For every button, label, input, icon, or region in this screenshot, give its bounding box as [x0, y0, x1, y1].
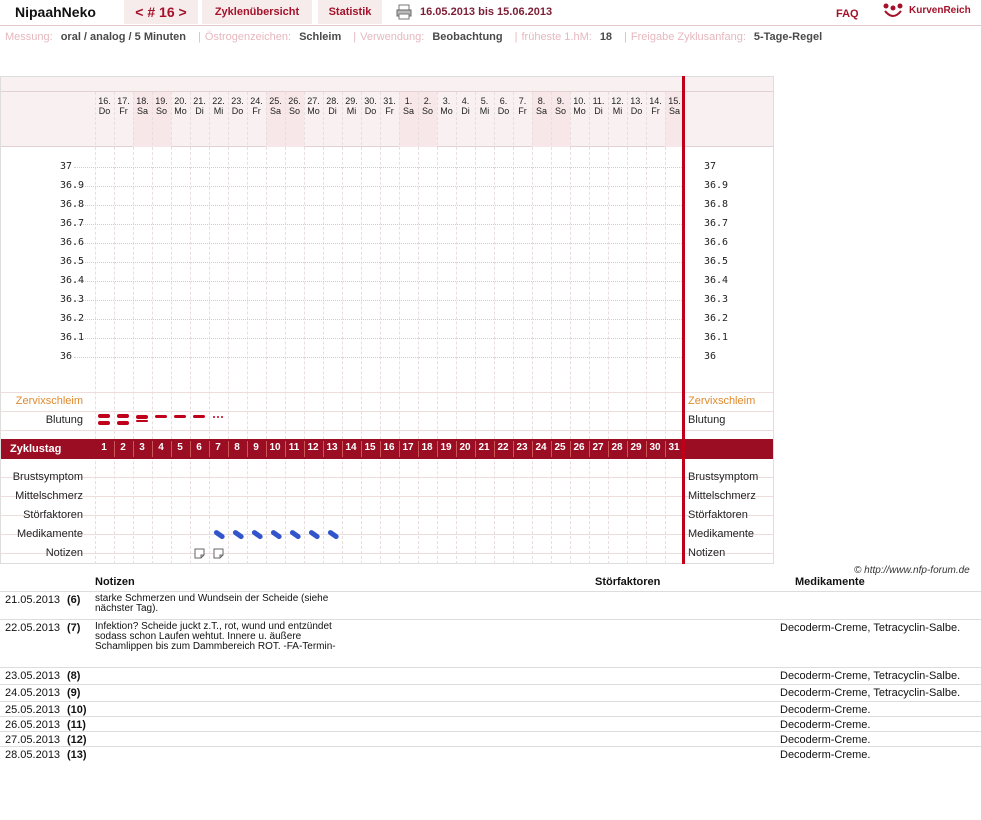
temp-axis-label-right: 36.7	[704, 218, 729, 229]
cycle-day-separator	[361, 441, 362, 457]
cycle-day-separator	[570, 441, 571, 457]
current-day-marker	[682, 76, 685, 564]
bleeding-light-mark	[155, 415, 167, 418]
temp-axis-label-right: 36.5	[704, 256, 729, 267]
row-divider	[1, 411, 773, 412]
cycle-day-separator	[494, 441, 495, 457]
month-row-divider	[1, 91, 773, 92]
date-label: 22.	[212, 96, 225, 106]
cycle-day-separator	[627, 441, 628, 457]
cycle-day-number: 4	[158, 442, 164, 453]
info-label: Verwendung:	[360, 31, 425, 43]
cycle-day-number: 17	[402, 442, 414, 453]
grid-vline	[589, 92, 590, 564]
symptom-row-label: Störfaktoren	[23, 509, 83, 521]
cycle-day-band	[1, 439, 773, 459]
weekday-label: Sa	[136, 106, 148, 116]
grid-vline	[646, 92, 647, 564]
cycle-day-number: 18	[421, 442, 433, 453]
faq-link[interactable]: FAQ	[836, 8, 859, 20]
info-separator: |	[624, 31, 627, 43]
date-label: 6.	[499, 96, 508, 106]
username: NipaahNeko	[0, 0, 120, 24]
grid-vline	[190, 92, 191, 564]
date-label: 7.	[518, 96, 527, 106]
note-icon[interactable]	[194, 548, 205, 559]
date-label: 26.	[288, 96, 301, 106]
date-label: 21.	[193, 96, 206, 106]
cycle-day-label: Zyklustag	[10, 443, 62, 455]
cycle-day-separator	[133, 441, 134, 457]
weekday-label: Mo	[440, 106, 453, 116]
weekday-label: So	[155, 106, 167, 116]
grid-vline	[532, 92, 533, 564]
medication-header: Medikamente	[795, 576, 865, 588]
grid-vline	[133, 92, 134, 564]
temp-axis-label-right: 36.2	[704, 313, 729, 324]
cycle-day-number: 14	[345, 442, 357, 453]
weekday-label: So	[554, 106, 566, 116]
temp-gridline	[74, 224, 682, 225]
date-label: 8.	[537, 96, 546, 106]
weekday-label: Mi	[479, 106, 490, 116]
weekday-label: So	[421, 106, 433, 116]
weekday-label: Di	[594, 106, 603, 116]
spotting-dot	[213, 416, 215, 418]
weekday-label: Do	[630, 106, 643, 116]
weekday-label: Mo	[573, 106, 586, 116]
cycle-day-number: 3	[139, 442, 145, 453]
cycle-day-number: 7	[215, 442, 221, 453]
bleeding-heavy-mark	[117, 414, 129, 418]
grid-vline	[209, 92, 210, 564]
grid-vline	[418, 92, 419, 564]
grid-vline	[665, 92, 666, 564]
note-date: 27.05.2013	[5, 734, 61, 746]
kurvenreich-logo-text: KurvenReich	[909, 5, 971, 16]
cycle-day-separator	[456, 441, 457, 457]
temp-axis-label-right: 36.1	[704, 332, 729, 343]
cycle-day-number: 27	[592, 442, 604, 453]
grid-vline	[228, 92, 229, 564]
cycle-day-number: 11	[288, 442, 300, 453]
note-row	[0, 716, 981, 731]
cycle-day-number: 22	[497, 442, 509, 453]
symptom-row-label-right: Medikamente	[688, 528, 755, 540]
symptom-row-label: Brustsymptom	[12, 471, 83, 483]
note-row	[0, 619, 981, 667]
grid-vline	[171, 92, 172, 564]
date-label: 3.	[442, 96, 451, 106]
note-cycle-day: (12)	[67, 734, 87, 746]
temp-axis-label-right: 36.3	[704, 294, 729, 305]
weekday-label: Do	[98, 106, 111, 116]
temp-gridline	[74, 357, 682, 358]
settings-info-bar	[5, 31, 830, 43]
date-label: 23.	[231, 96, 244, 106]
grid-vline	[95, 92, 96, 564]
bleeding-medium-mark	[136, 420, 148, 422]
note-medication: Decoderm-Creme, Tetracyclin-Salbe.	[780, 687, 961, 699]
spotting-dot	[217, 416, 219, 418]
grid-vline	[247, 92, 248, 564]
grid-vline	[437, 92, 438, 564]
date-label: 10.	[573, 96, 586, 106]
note-date: 28.05.2013	[5, 749, 61, 761]
cycle-day-number: 19	[440, 442, 452, 453]
weekday-label: Mi	[346, 106, 357, 116]
weekday-label: Sa	[535, 106, 547, 116]
temp-axis-label: 36.1	[60, 332, 85, 343]
note-row	[0, 701, 981, 716]
row-divider	[1, 496, 773, 497]
cycle-day-number: 16	[383, 442, 395, 453]
weekday-label: Fr	[651, 106, 660, 116]
cycle-day-separator	[551, 441, 552, 457]
temp-axis-label: 36.4	[60, 275, 85, 286]
temp-gridline	[74, 205, 682, 206]
note-icon[interactable]	[213, 548, 224, 559]
cycle-day-separator	[418, 441, 419, 457]
zervix-row-label-right: Zervixschleim	[688, 395, 756, 407]
info-value: 18	[599, 31, 613, 43]
cycle-day-separator	[323, 441, 324, 457]
row-divider	[1, 392, 773, 393]
temp-axis-label: 36.7	[60, 218, 85, 229]
grid-vline	[361, 92, 362, 564]
bleeding-row-label: Blutung	[45, 414, 83, 426]
row-divider	[1, 534, 773, 535]
cycle-day-separator	[209, 441, 210, 457]
grid-vline	[551, 92, 552, 564]
note-medication: Decoderm-Creme.	[780, 704, 871, 716]
temp-gridline	[74, 243, 682, 244]
note-row	[0, 591, 981, 619]
temp-axis-label-right: 37	[704, 161, 717, 172]
weekday-label: Mo	[307, 106, 320, 116]
info-separator: |	[514, 31, 518, 43]
pill-icon[interactable]	[231, 529, 245, 541]
note-row	[0, 746, 981, 761]
note-cycle-day: (9)	[67, 687, 81, 699]
note-medication: Decoderm-Creme.	[780, 719, 871, 731]
spotting-dot	[221, 416, 223, 418]
weekday-label: Sa	[668, 106, 680, 116]
note-row	[0, 684, 981, 701]
bleeding-light-mark	[174, 415, 186, 418]
cycle-day-separator	[665, 441, 666, 457]
weekday-label: Di	[461, 106, 470, 116]
note-date: 22.05.2013	[5, 622, 61, 634]
date-label: 11.	[592, 96, 605, 106]
bleeding-heavy-mark	[117, 421, 129, 425]
temp-gridline	[74, 281, 682, 282]
symptom-row-label: Mittelschmerz	[15, 490, 83, 502]
bleeding-medium-mark	[136, 415, 148, 419]
note-text: starke Schmerzen und Wundsein der Scheide (siehe nächster Tag).	[95, 593, 329, 614]
temp-axis-label-right: 36.8	[704, 199, 729, 210]
cycle-day-separator	[190, 441, 191, 457]
info-label: Messung:	[5, 31, 53, 43]
disturbances-header: Störfaktoren	[595, 576, 661, 588]
grid-vline	[513, 92, 514, 564]
temp-axis-label: 36.8	[60, 199, 85, 210]
cycle-day-number: 6	[196, 442, 202, 453]
row-divider	[1, 430, 773, 431]
statistics-link[interactable]: Statistik	[318, 0, 382, 24]
date-label: 5.	[480, 96, 489, 106]
temp-gridline	[74, 300, 682, 301]
kurvenreich-logo-icon	[882, 2, 904, 22]
symptom-row-label-right: Brustsymptom	[688, 471, 759, 483]
cycle-day-separator	[114, 441, 115, 457]
cycle-day-separator	[247, 441, 248, 457]
grid-vline	[380, 92, 381, 564]
cycle-day-number: 23	[516, 442, 528, 453]
note-cycle-day: (13)	[67, 749, 87, 761]
grid-vline	[570, 92, 571, 564]
symptom-row-label-right: Notizen	[688, 547, 726, 559]
copyright: © http://www.nfp-forum.de	[854, 565, 970, 576]
bleeding-light-mark	[193, 415, 205, 418]
temp-axis-label: 36.2	[60, 313, 85, 324]
row-divider	[1, 515, 773, 516]
note-text: Infektion? Scheide juckt z.T., rot, wund und entzündet sodass schon Laufen wehtut. Innere u. äußere Schamlippen bis zum Dammbereich ROT. -FA-Termin-	[95, 621, 336, 652]
date-label: 30.	[364, 96, 377, 106]
temp-gridline	[74, 262, 682, 263]
temp-gridline	[74, 319, 682, 320]
info-value: 5-Tage-Regel	[753, 31, 823, 43]
grid-vline	[285, 92, 286, 564]
note-medication: Decoderm-Creme.	[780, 734, 871, 746]
top-bar	[0, 0, 981, 26]
cycle-day-number: 13	[326, 442, 338, 453]
cycle-day-number: 28	[611, 442, 623, 453]
pill-icon[interactable]	[288, 529, 302, 541]
weekday-label: So	[288, 106, 300, 116]
kurvenreich-logo[interactable]	[882, 2, 978, 24]
grid-vline	[266, 92, 267, 564]
date-label: 19.	[155, 96, 168, 106]
cycle-day-separator	[152, 441, 153, 457]
cycle-day-number: 29	[630, 442, 642, 453]
note-row	[0, 731, 981, 746]
weekday-label: Di	[328, 106, 337, 116]
cycle-day-number: 8	[234, 442, 240, 453]
pill-icon[interactable]	[250, 529, 264, 541]
temp-axis-label-right: 36.4	[704, 275, 729, 286]
cycle-day-separator	[646, 441, 647, 457]
cycle-day-number: 10	[269, 442, 281, 453]
info-value: Schleim	[299, 31, 342, 43]
date-label: 24.	[250, 96, 263, 106]
weekday-label: Mi	[612, 106, 623, 116]
cycle-day-separator	[475, 441, 476, 457]
cycles-overview-link[interactable]: Zyklenübersicht	[202, 0, 312, 24]
note-date: 21.05.2013	[5, 594, 61, 606]
cycle-day-separator	[228, 441, 229, 457]
temp-gridline	[74, 167, 682, 168]
info-label: früheste 1.hM:	[521, 31, 592, 43]
date-label: 4.	[461, 96, 470, 106]
date-label: 28.	[326, 96, 339, 106]
temp-axis-label: 36.5	[60, 256, 85, 267]
info-label: Freigabe Zyklusanfang:	[630, 31, 746, 43]
cycle-day-separator	[285, 441, 286, 457]
note-medication: Decoderm-Creme, Tetracyclin-Salbe.	[780, 670, 961, 682]
pill-icon[interactable]	[307, 529, 321, 541]
grid-vline	[475, 92, 476, 564]
cycle-day-number: 26	[573, 442, 585, 453]
grid-vline	[342, 92, 343, 564]
cycle-day-separator	[304, 441, 305, 457]
cycle-day-number: 31	[668, 442, 680, 453]
date-label: 18.	[136, 96, 149, 106]
weekday-label: Sa	[269, 106, 281, 116]
date-label: 20.	[174, 96, 187, 106]
row-divider	[1, 477, 773, 478]
symptom-row-label: Notizen	[45, 547, 83, 559]
weekday-label: Mo	[174, 106, 187, 116]
info-value: oral / analog / 5 Minuten	[60, 31, 186, 43]
temp-axis-label-right: 36	[704, 351, 717, 362]
date-label: 27.	[307, 96, 320, 106]
date-label: 1.	[404, 96, 413, 106]
grid-vline	[494, 92, 495, 564]
weekday-label: Fr	[252, 106, 261, 116]
cycle-day-separator	[437, 441, 438, 457]
temp-axis-label-right: 36.9	[704, 180, 729, 191]
cycle-day-number: 9	[253, 442, 259, 453]
note-date: 23.05.2013	[5, 670, 61, 682]
cycle-period: 16.05.2013 bis 15.06.2013	[420, 6, 553, 18]
note-cycle-day: (6)	[67, 594, 81, 606]
printer-icon[interactable]	[396, 4, 412, 20]
grid-vline	[627, 92, 628, 564]
cycle-day-separator	[171, 441, 172, 457]
date-label: 31.	[383, 96, 396, 106]
grid-vline	[456, 92, 457, 564]
date-label: 9.	[556, 96, 565, 106]
note-medication: Decoderm-Creme, Tetracyclin-Salbe.	[780, 622, 961, 634]
cycle-day-number: 1	[101, 442, 107, 453]
date-label: 15.	[668, 96, 681, 106]
cycle-day-separator	[589, 441, 590, 457]
zervix-row-label: Zervixschleim	[15, 395, 83, 407]
note-date: 25.05.2013	[5, 704, 61, 716]
cycle-day-number: 30	[649, 442, 661, 453]
note-cycle-day: (8)	[67, 670, 81, 682]
weekday-label: Fr	[119, 106, 128, 116]
grid-vline	[399, 92, 400, 564]
weekday-label: Do	[364, 106, 377, 116]
temp-gridline	[74, 338, 682, 339]
cycle-day-separator	[532, 441, 533, 457]
date-label: 29.	[345, 96, 358, 106]
grid-vline	[152, 92, 153, 564]
cycle-day-number: 5	[177, 442, 183, 453]
date-label: 25.	[269, 96, 282, 106]
note-date: 26.05.2013	[5, 719, 61, 731]
cycle-day-number: 12	[307, 442, 319, 453]
info-label: Östrogenzeichen:	[204, 31, 292, 43]
pill-icon[interactable]	[212, 529, 226, 541]
temp-axis-label: 36.9	[60, 180, 85, 191]
cycle-day-separator	[399, 441, 400, 457]
weekday-label: Di	[195, 106, 204, 116]
date-label: 12.	[611, 96, 624, 106]
grid-vline	[114, 92, 115, 564]
info-separator: |	[353, 31, 357, 43]
cycle-navigator[interactable]: < # 16 >	[124, 0, 198, 24]
temp-axis-label-right: 36.6	[704, 237, 729, 248]
weekday-label: Do	[231, 106, 244, 116]
grid-vline	[608, 92, 609, 564]
date-label: 17.	[117, 96, 130, 106]
grid-vline	[323, 92, 324, 564]
symptom-row-label-right: Mittelschmerz	[688, 490, 756, 502]
weekday-label: Mi	[213, 106, 224, 116]
note-medication: Decoderm-Creme.	[780, 749, 871, 761]
info-value: Beobachtung	[432, 31, 503, 43]
note-cycle-day: (7)	[67, 622, 81, 634]
cycle-day-separator	[342, 441, 343, 457]
cycle-day-separator	[380, 441, 381, 457]
symptom-row-label-right: Störfaktoren	[688, 509, 748, 521]
bleeding-heavy-mark	[98, 421, 110, 425]
weekday-label: Do	[497, 106, 510, 116]
cycle-day-number: 2	[120, 442, 126, 453]
pill-icon[interactable]	[269, 529, 283, 541]
note-cycle-day: (10)	[67, 704, 87, 716]
cycle-day-number: 24	[535, 442, 547, 453]
temp-axis-label: 36.6	[60, 237, 85, 248]
cycle-day-separator	[513, 441, 514, 457]
bleeding-row-label-right: Blutung	[688, 414, 726, 426]
cycle-day-separator	[266, 441, 267, 457]
temp-axis-label: 36	[60, 351, 73, 362]
bleeding-heavy-mark	[98, 414, 110, 418]
date-label: 13.	[630, 96, 643, 106]
row-divider	[1, 553, 773, 554]
date-label: 16.	[98, 96, 111, 106]
date-label: 14.	[649, 96, 662, 106]
temp-axis-label: 36.3	[60, 294, 85, 305]
weekday-label: Fr	[385, 106, 394, 116]
cycle-day-number: 25	[554, 442, 566, 453]
grid-vline	[304, 92, 305, 564]
weekday-label: Fr	[518, 106, 527, 116]
cycle-day-number: 15	[364, 442, 376, 453]
date-label: 2.	[423, 96, 432, 106]
temp-gridline	[74, 186, 682, 187]
temp-axis-label: 37	[60, 161, 73, 172]
note-date: 24.05.2013	[5, 687, 61, 699]
cycle-day-number: 21	[478, 442, 490, 453]
note-row	[0, 667, 981, 684]
info-separator: |	[198, 31, 201, 43]
cycle-day-number: 20	[459, 442, 471, 453]
note-cycle-day: (11)	[67, 719, 86, 731]
notes-header: Notizen	[95, 576, 135, 588]
cycle-day-separator	[608, 441, 609, 457]
weekday-label: Sa	[402, 106, 414, 116]
pill-icon[interactable]	[326, 529, 340, 541]
symptom-row-label: Medikamente	[16, 528, 83, 540]
cycle-chart	[0, 76, 774, 564]
